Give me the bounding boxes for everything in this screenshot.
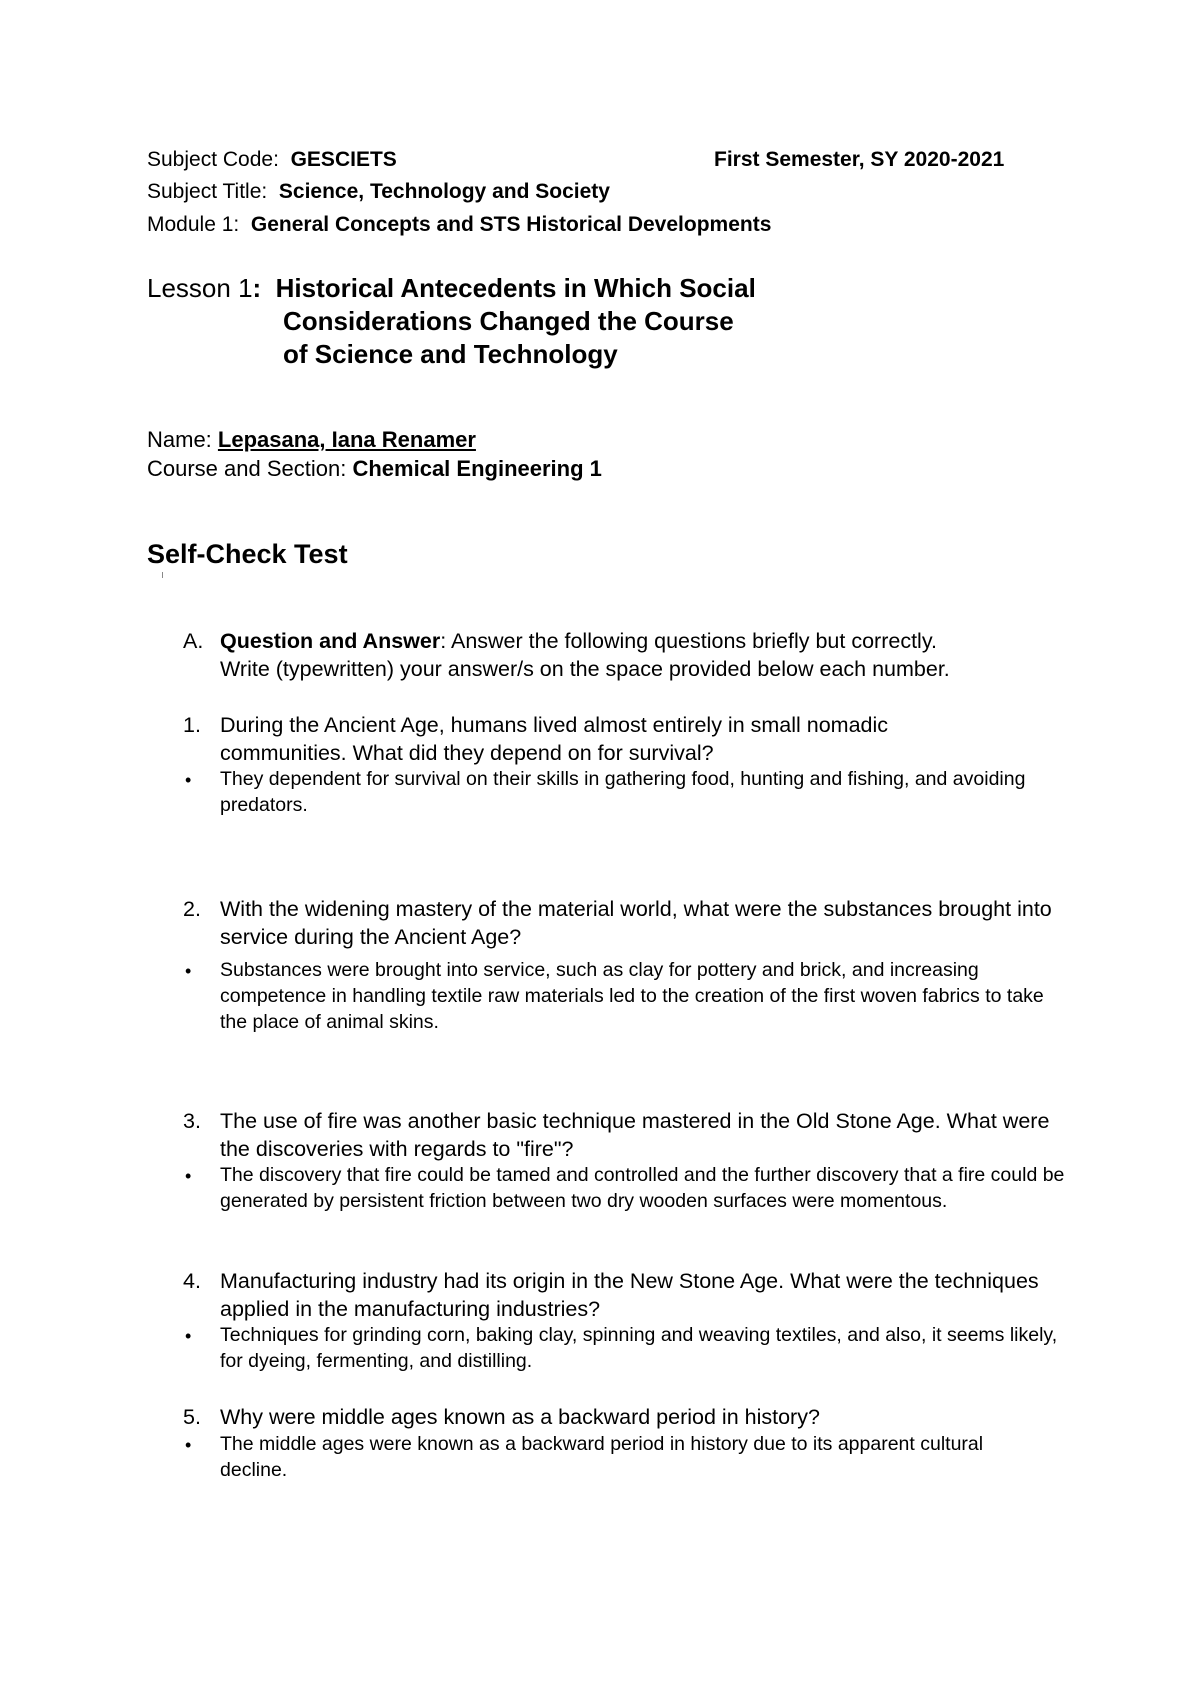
- course-label: Course and Section:: [147, 456, 347, 481]
- lesson-title-line1: Lesson 1: Historical Antecedents in Which Social: [147, 273, 756, 303]
- part-a-letter: A.: [183, 629, 204, 653]
- part-a-instructions-line1: Question and Answer: Answer the following questions briefly but correctly.: [220, 629, 937, 653]
- lesson-title: Historical Antecedents in Which Social: [275, 273, 756, 303]
- module-title: General Concepts and STS Historical Developments: [250, 213, 772, 236]
- lesson-title-line3: of Science and Technology: [283, 339, 618, 369]
- course-section: Chemical Engineering 1: [352, 456, 602, 481]
- bullet-icon: •: [185, 1435, 192, 1455]
- cursor-mark: [162, 572, 163, 578]
- part-a-instructions-line2: Write (typewritten) your answer/s on the space provided below each number.: [220, 657, 950, 681]
- course-line: [147, 456, 602, 482]
- question-text: During the Ancient Age, humans lived almost entirely in small nomadic communities. What did they depend on for survival?: [220, 713, 889, 765]
- subject-code: GESCIETS: [290, 148, 397, 171]
- module-line: [147, 213, 771, 237]
- question-number: 5.: [183, 1405, 201, 1429]
- bullet-icon: •: [185, 961, 192, 981]
- question-number: 4.: [183, 1269, 201, 1293]
- subject-title: Science, Technology and Society: [278, 180, 610, 203]
- answer-text: Substances were brought into service, such as clay for pottery and brick, and increasing competence in handling textile raw materials led to the creation of the first woven fabrics to take the place of animal skins.: [220, 959, 1044, 1033]
- answer-text: They dependent for survival on their skills in gathering food, hunting and fishing, and avoiding predators.: [220, 768, 1026, 816]
- question-text: With the widening mastery of the material world, what were the substances brought into service during the Ancient Age?: [220, 897, 1052, 949]
- bullet-icon: •: [185, 770, 192, 790]
- question-number: 1.: [183, 713, 201, 737]
- student-name: Lepasana, Iana Renamer: [217, 427, 476, 452]
- question-number: 2.: [183, 897, 201, 921]
- subject-title-label: Subject Title:: [147, 180, 268, 203]
- answer-text: The discovery that fire could be tamed and controlled and the further discovery that a fire could be generated by persistent friction between two dry wooden surfaces were momentous.: [220, 1164, 1065, 1212]
- subject-code-label: Subject Code:: [147, 148, 279, 171]
- question-text: Why were middle ages known as a backward period in history?: [220, 1405, 820, 1429]
- bullet-icon: •: [185, 1326, 192, 1346]
- question-number: 3.: [183, 1109, 201, 1133]
- section-title: Self-Check Test: [147, 539, 348, 569]
- subject-code-line: [147, 148, 397, 172]
- answer-text: The middle ages were known as a backward period in history due to its apparent cultural decline.: [220, 1433, 984, 1481]
- bullet-icon: •: [185, 1166, 192, 1186]
- lesson-title-line2: Considerations Changed the Course: [283, 306, 734, 336]
- semester: First Semester, SY 2020-2021: [714, 148, 1005, 171]
- lesson-label: Lesson 1: [147, 273, 253, 303]
- answer-text: Techniques for grinding corn, baking clay, spinning and weaving textiles, and also, it seems likely, for dyeing, fermenting, and distilling.: [220, 1324, 1058, 1372]
- part-a-heading: Question and Answer: [220, 629, 441, 653]
- question-text: Manufacturing industry had its origin in the New Stone Age. What were the techniques applied in the manufacturing industries?: [220, 1269, 1039, 1321]
- name-line: [147, 427, 476, 453]
- name-label: Name:: [147, 427, 212, 452]
- subject-title-line: [147, 180, 610, 204]
- module-label: Module 1:: [147, 213, 240, 236]
- question-text: The use of fire was another basic technique mastered in the Old Stone Age. What were the discoveries with regards to "fire"?: [220, 1109, 1050, 1161]
